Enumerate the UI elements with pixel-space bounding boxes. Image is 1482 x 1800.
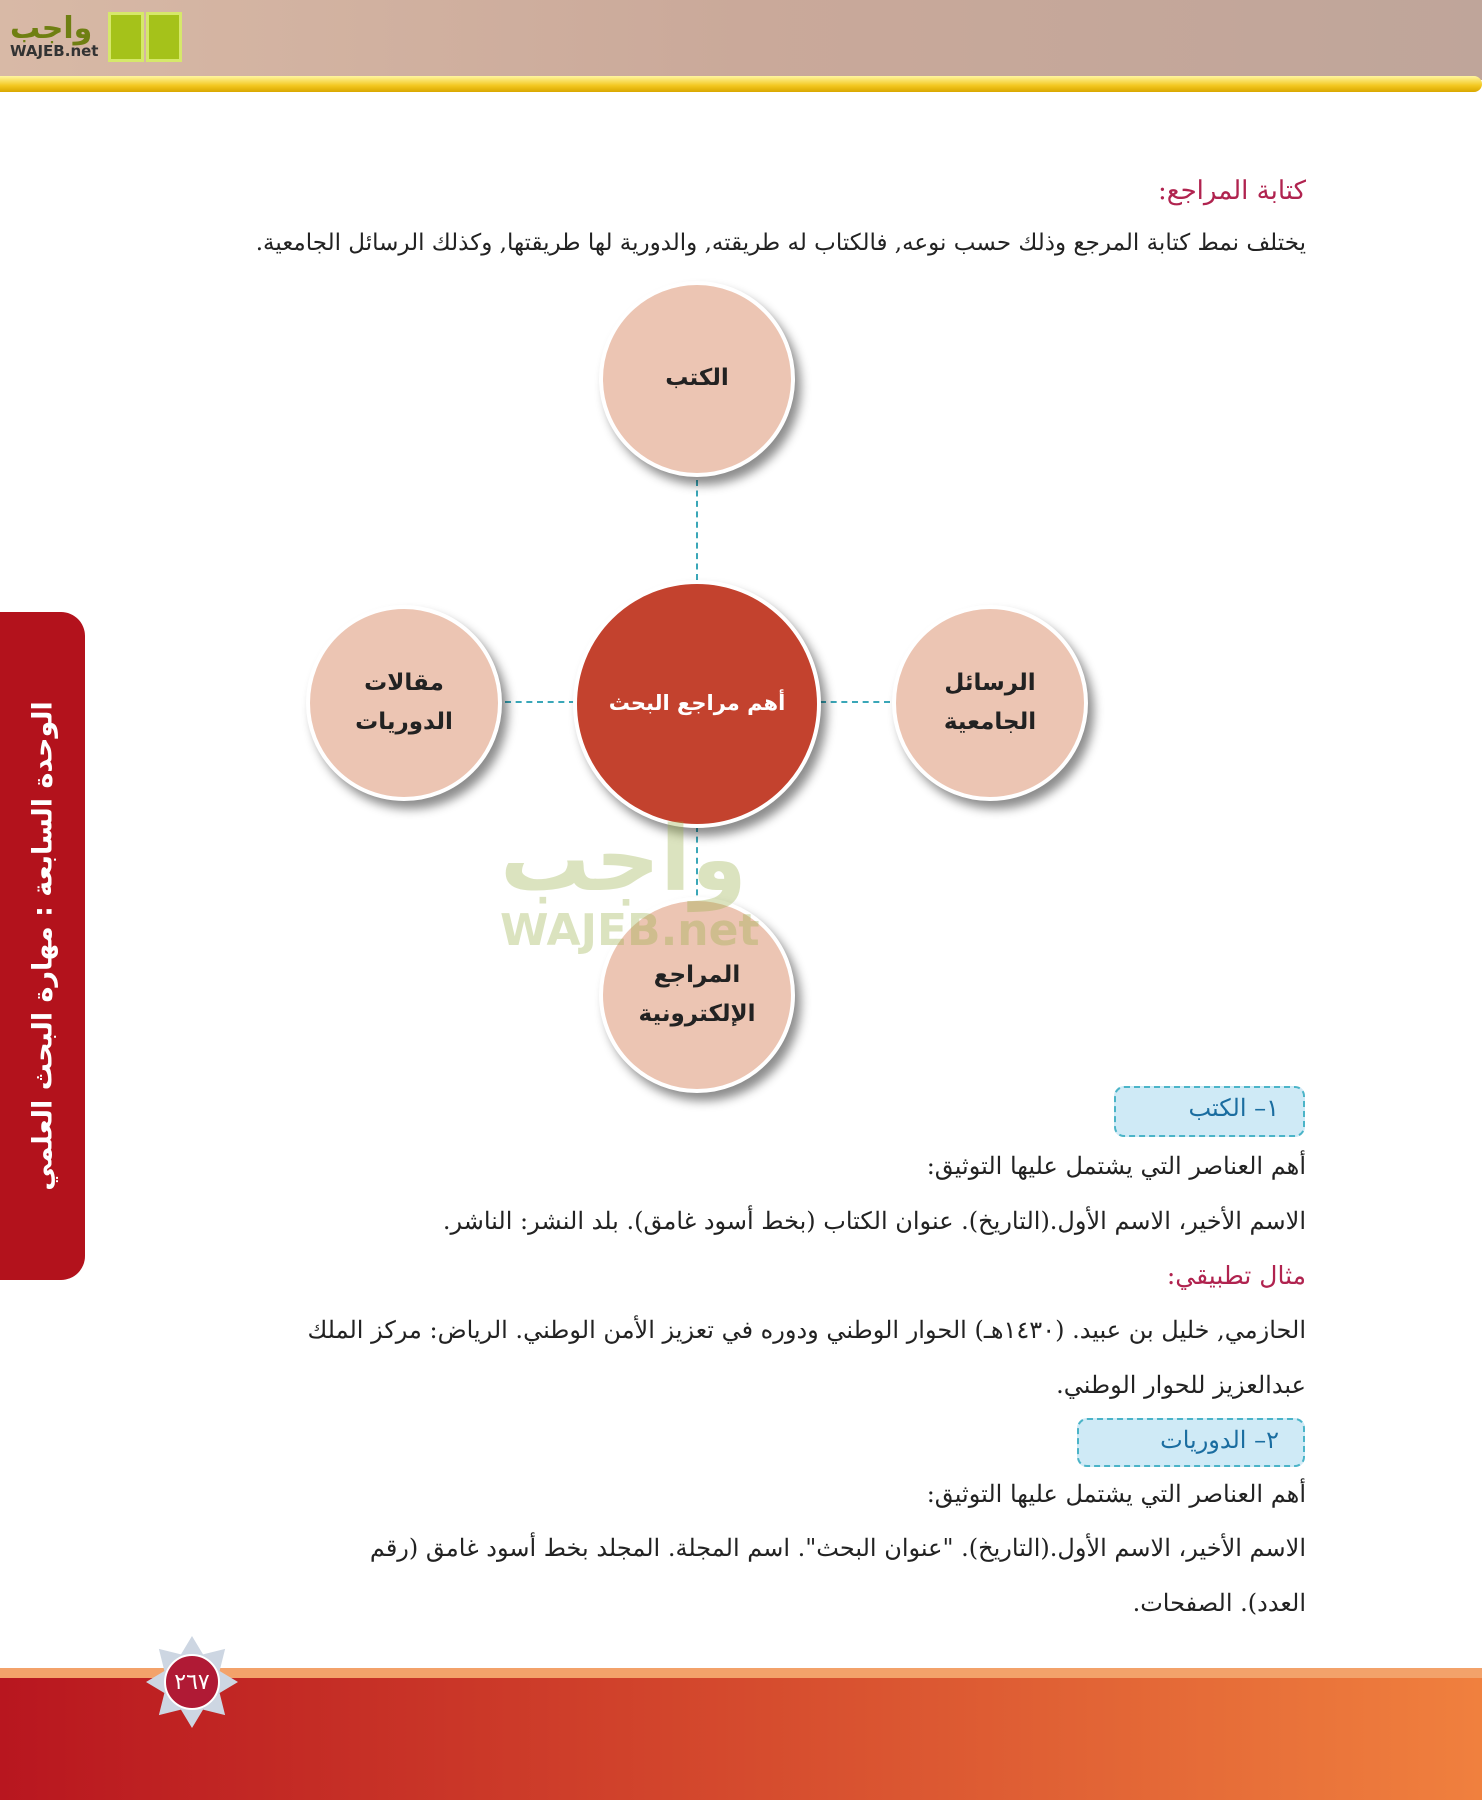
page-number-badge: [146, 1636, 238, 1728]
page-header-banner: [0, 0, 1482, 80]
books-format: الاسم الأخير، الاسم الأول.(التاريخ). عنوان الكتاب (بخط أسود غامق). بلد النشر: الناشر.: [442, 1207, 1306, 1235]
logo-text-ar: واجب: [10, 10, 93, 46]
periodicals-elements-label: أهم العناصر التي يشتمل عليها التوثيق:: [926, 1480, 1306, 1508]
unit-side-tab: [0, 612, 85, 1280]
heading-periodicals: ٢– الدوريات: [1077, 1418, 1305, 1467]
connector-right: [820, 701, 890, 703]
watermark: واجب WAJEB.net: [500, 807, 760, 956]
node-center: أهم مراجع البحث: [573, 580, 821, 828]
node-periodicals: مقالات الدوريات: [306, 605, 502, 801]
periodicals-format-2: العدد). الصفحات.: [1132, 1589, 1306, 1617]
section-title: كتابة المراجع:: [1157, 176, 1306, 206]
example-line-1: الحازمي, خليل بن عبيد. (١٤٣٠هـ) الحوار الوطني ودوره في تعزيز الأمن الوطني. الرياض: مركز الملك: [307, 1316, 1306, 1344]
connector-top: [696, 480, 698, 580]
book-icon: [106, 8, 184, 64]
example-line-2: عبدالعزيز للحوار الوطني.: [1056, 1371, 1306, 1399]
unit-title: الوحدة السابعة : مهارة البحث العلمي: [27, 701, 58, 1191]
example-label: مثال تطبيقي:: [1166, 1261, 1306, 1290]
logo-text-en: WAJEB.net: [10, 41, 99, 60]
node-electronic: المراجع الإلكترونية: [599, 897, 795, 1093]
connector-left: [505, 701, 575, 703]
section-intro: يختلف نمط كتابة المرجع وذلك حسب نوعه, فالكتاب له طريقته, والدورية لها طريقتها, وكذلك الرسائل الجامعية.: [255, 230, 1306, 256]
page-number: ٢٦٧: [164, 1654, 220, 1710]
periodicals-format-1: الاسم الأخير، الاسم الأول.(التاريخ). "عنوان البحث". اسم المجلة. المجلد بخط أسود غامق (رقم: [369, 1534, 1306, 1562]
header-divider: [0, 76, 1482, 92]
node-books: الكتب: [599, 281, 795, 477]
heading-books: ١– الكتب: [1114, 1086, 1305, 1137]
wajeb-logo: [10, 8, 184, 64]
node-theses: الرسائل الجامعية: [892, 605, 1088, 801]
books-elements-label: أهم العناصر التي يشتمل عليها التوثيق:: [926, 1152, 1306, 1180]
